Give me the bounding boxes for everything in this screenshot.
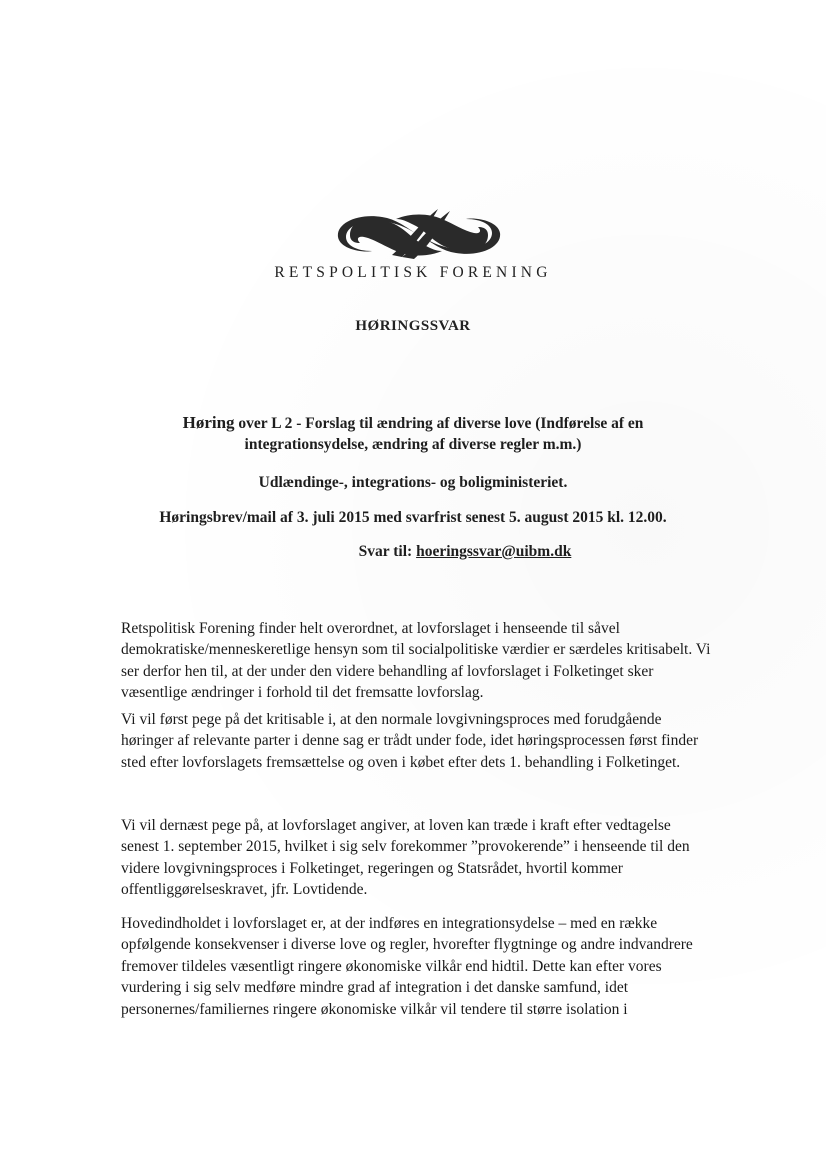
infinity-swirl-logo-icon (332, 205, 506, 265)
body-paragraph-3 (121, 815, 711, 901)
subject-lead-word: Høring (182, 413, 235, 432)
subject-line-1-rest: over L 2 - Forslag til ændring af diverse love (Indførelse af en (234, 415, 644, 432)
ministry-line: Udlændinge-, integrations- og boligministeriet. (258, 474, 568, 491)
subject-line-1 (0, 412, 826, 434)
paragraph-text: Vi vil først pege på det kritisable i, at den normale lovgivningsproces med forudgående høringer af relevante parter i denne sag er trådt under fode, idet høringsprocessen først finder sted efter lovforslagets fremsættelse og oven i købet efter dets 1. behandling i Folketinget. (121, 711, 699, 771)
body-paragraph-4 (121, 913, 711, 1020)
deadline-line: Høringsbrev/mail af 3. juli 2015 med svarfrist senest 5. august 2015 kl. 12.00. (159, 509, 667, 526)
paragraph-text: Hovedindholdet i lovforslaget er, at der indføres en integrationsydelse – med en række opfølgende konsekvenser i diverse love og regler, hvorefter flygtninge og andre indvandrere fremover tildeles væsentligt ringere økonomiske vilkår end hidtil. Dette kan efter vores vurdering i sig selv medføre mindre grad af integration i det danske samfund, idet personernes/familiernes ringere økonomiske vilkår vil tendere til større isolation i (121, 915, 693, 1018)
reply-to-line (52, 541, 826, 562)
body-paragraph-1 (121, 618, 711, 704)
organization-name: RETSPOLITISK FORENING (274, 264, 552, 281)
subject-heading (0, 412, 826, 455)
reply-label: Svar til: (358, 543, 417, 560)
paragraph-text: Vi vil dernæst pege på, at lovforslaget angiver, at loven kan træde i kraft efter vedtagelse senest 1. september 2015, hvilket i sig selv forekommer ”provokerende” i henseende til den videre lovgivningsproces i Folketinget, regeringen og Statsrådet, hvortil kommer offentliggørelseskravet, jfr. Lovtidende. (121, 817, 690, 899)
document-type-heading: HØRINGSSVAR (355, 318, 471, 334)
subject-line-2: integrationsydelse, ændring af diverse regler m.m.) (244, 436, 582, 453)
body-paragraph-2 (121, 709, 711, 773)
paragraph-text: Retspolitisk Forening finder helt overordnet, at lovforslaget i henseende til såvel demokratiske/menneskeretlige hensyn som til socialpolitiske værdier er særdeles kritisabelt. Vi ser derfor hen til, at der under den videre behandling af lovforslaget i Folketinget sker væsentlige ændringer i forhold til det fremsatte lovforslag. (121, 620, 711, 702)
reply-email-link[interactable]: hoeringssvar@uibm.dk (416, 543, 572, 560)
